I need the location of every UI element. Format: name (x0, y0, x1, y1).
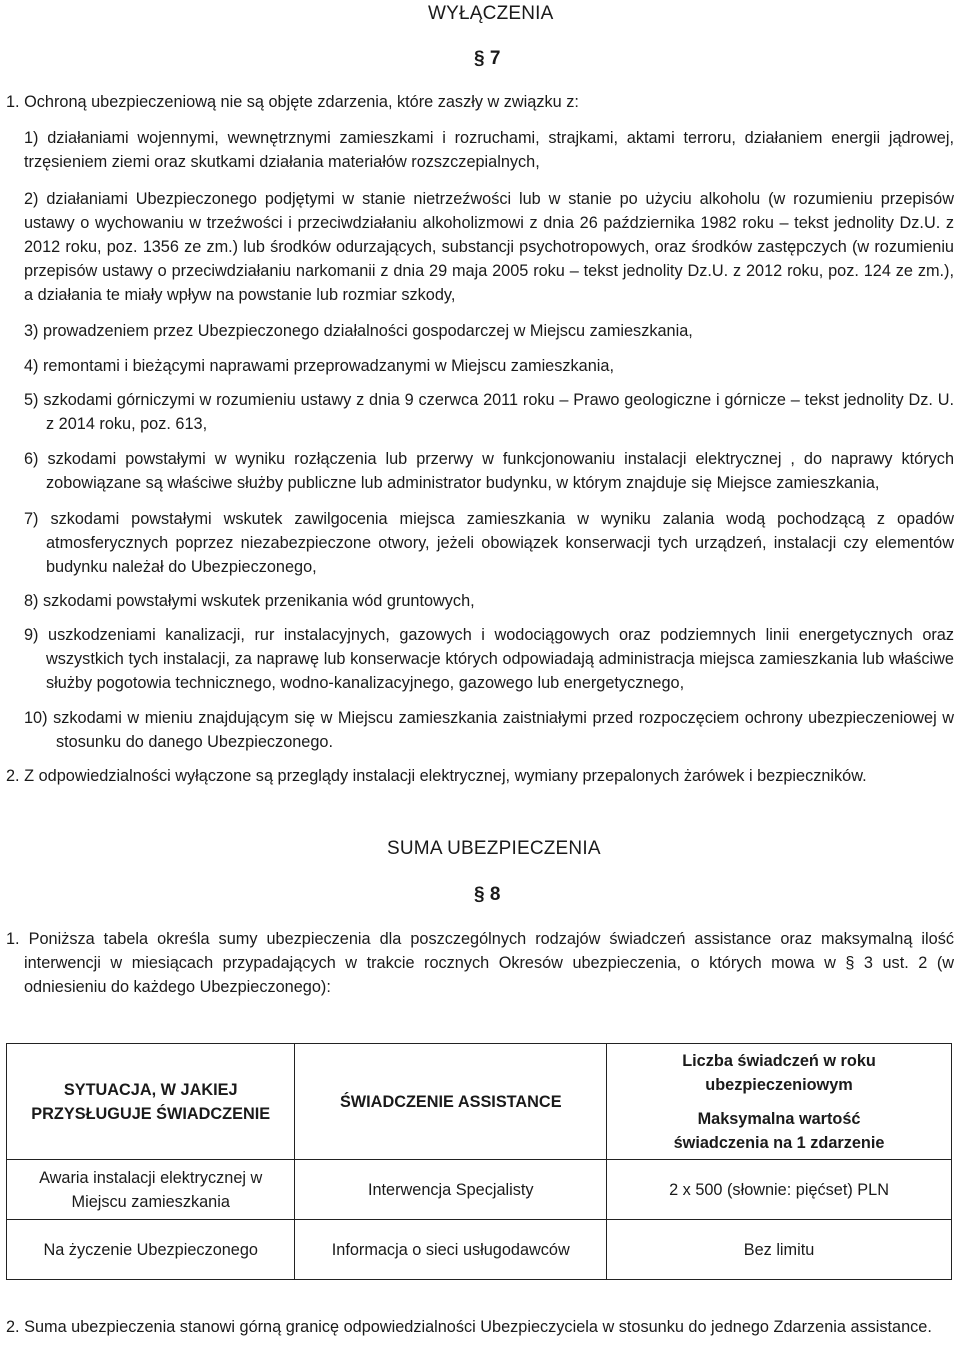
cell-limit: 2 x 500 (słownie: pięćset) PLN (607, 1160, 952, 1220)
cell-situation: Na życzenie Ubezpieczonego (7, 1220, 295, 1280)
sum-point-2 (6, 1315, 954, 1339)
cell-limit: Bez limitu (607, 1220, 952, 1280)
point-text: Suma ubezpieczenia stanowi górną granicę odpowiedzialności Ubezpieczyciela w stosunku do jednego Zdarzenia assistance. (24, 1318, 932, 1336)
cell-service: Informacja o sieci usługodawców (295, 1220, 607, 1280)
exclusion-item-9 (24, 623, 954, 695)
paragraph-number: 7 (489, 48, 501, 69)
header-situation: SYTUACJA, W JAKIEJ PRZYSŁUGUJE ŚWIADCZENIE (7, 1044, 295, 1160)
item-text: szkodami w mieniu znajdującym się w Miejscu zamieszkania zaistniałymi przed rozpoczęciem ochrony ubezpieczeniowej w stosunku do danego Ubezpieczonego. (53, 709, 954, 751)
cell-situation: Awaria instalacji elektrycznej w Miejscu zamieszkania (7, 1160, 295, 1220)
point-number: 2. (6, 1318, 20, 1336)
point-text: Poniższa tabela określa sumy ubezpieczenia dla poszczególnych rodzajów świadczeń assistance oraz maksymalną ilość interwencji w miesiącach przypadających w trakcie rocznych Okresów ubezpieczenia, o których mowa w § 3 ust. 2 (w odniesieniu do każdego Ubezpieczonego): (24, 930, 954, 996)
item-text: remontami i bieżącymi naprawami przeprowadzanymi w Miejscu zamieszkania, (43, 357, 614, 375)
header-limit-value: Maksymalna wartość świadczenia na 1 zdarzenie (673, 1109, 885, 1152)
item-text: szkodami powstałymi w wyniku rozłączenia lub przerwy w funkcjonowaniu instalacji elektrycznej , do naprawy których zobowiązane są właściwe służby publiczne lub administrator budynku, w którym znajduje się Miejsce zamieszkania, (46, 450, 954, 492)
table-row (7, 1220, 952, 1280)
paragraph-sign-8: § 8 (474, 884, 501, 905)
item-text: działaniami wojennymi, wewnętrznymi zamieszkami i rozruchami, strajkami, aktami terroru, działaniem energii jądrowej, trzęsieniem ziemi oraz skutkami działania materiałów rozszczepialnych, (24, 129, 954, 171)
point-text: Z odpowiedzialności wyłączone są przeglądy instalacji elektrycznej, wymiany przepalonych żarówek i bezpieczników. (24, 767, 867, 785)
item-text: prowadzeniem przez Ubezpieczonego działalności gospodarczej w Miejscu zamieszkania, (43, 322, 693, 340)
section-title-sum: SUMA UBEZPIECZENIA (387, 838, 601, 859)
exclusions-point-1-intro (6, 90, 579, 114)
section-title-exclusions: WYŁĄCZENIA (428, 3, 554, 24)
exclusion-item-4 (24, 354, 954, 378)
exclusion-item-3 (24, 319, 954, 343)
item-label: 3) (24, 322, 39, 340)
item-text: szkodami górniczymi w rozumieniu ustawy z dnia 9 czerwca 2011 roku – Prawo geologiczne i górnicze – tekst jednolity Dz. U. z 2014 roku, poz. 613, (43, 391, 954, 433)
point-number: 2. (6, 767, 20, 785)
item-label: 8) (24, 592, 39, 610)
item-text: działaniami Ubezpieczonego podjętymi w stanie nietrzeźwości lub w stanie po użyciu alkoholu (w rozumieniu przepisów ustawy o wychowaniu w trzeźwości i przeciwdziałaniu alkoholizmowi z dnia 26 października 1982 roku – tekst jednolity Dz.U. z 2012 roku, poz. 1356 ze zm.) lub środków odurzających, substancji psychotropowych, oraz środków zastępczych (w rozumieniu przepisów ustawy o przeciwdziałaniu narkomanii z dnia 29 maja 2005 roku – tekst jednolity Dz.U. z 2012 roku, poz. 124 ze zm.), a działania te miały wpływ na powstanie lub rozmiar szkody, (24, 190, 954, 304)
header-limit (607, 1044, 952, 1160)
item-label: 10) (24, 709, 48, 727)
item-label: 5) (24, 391, 39, 409)
item-label: 2) (24, 190, 39, 208)
exclusion-item-2 (24, 187, 954, 307)
paragraph-sign-7: § 7 (474, 48, 501, 69)
table-header-row (7, 1044, 952, 1160)
exclusion-item-8 (24, 589, 954, 613)
cell-service: Interwencja Specjalisty (295, 1160, 607, 1220)
header-service: ŚWIADCZENIE ASSISTANCE (295, 1044, 607, 1160)
point-number: 1. (6, 93, 20, 111)
exclusion-item-7 (24, 507, 954, 579)
item-label: 9) (24, 626, 39, 644)
exclusion-item-6 (24, 447, 954, 495)
item-label: 6) (24, 450, 39, 468)
item-text: szkodami powstałymi wskutek przenikania wód gruntowych, (43, 592, 475, 610)
sum-point-1 (6, 927, 954, 999)
table-row (7, 1160, 952, 1220)
item-label: 1) (24, 129, 39, 147)
paragraph-number: 8 (489, 884, 501, 905)
point-text: Ochroną ubezpieczeniową nie są objęte zdarzenia, które zaszły w związku z: (24, 93, 579, 111)
exclusion-item-5 (24, 388, 954, 436)
exclusion-item-10 (24, 706, 954, 754)
item-label: 7) (24, 510, 39, 528)
item-label: 4) (24, 357, 39, 375)
item-text: szkodami powstałymi wskutek zawilgocenia miejsca zamieszkania w wyniku zalania wodą pochodzącą z opadów atmosferycznych poprzez niezabezpieczone otwory, jeżeli obowiązek konserwacji tych urządzeń, instalacji czy elementów budynku należał do Ubezpieczonego, (46, 510, 954, 576)
point-number: 1. (6, 930, 20, 948)
item-text: uszkodzeniami kanalizacji, rur instalacyjnych, gazowych i wodociągowych oraz podziemnych linii energetycznych oraz wszystkich tych instalacji, za naprawę lub konserwacje których odpowiadają administracja miejsca zamieszkania lub właściwe służby pogotowia technicznego, wodno-kanalizacyjnego, gazowego lub energetycznego, (46, 626, 955, 692)
exclusions-point-2 (6, 764, 867, 788)
benefits-table (6, 1043, 952, 1280)
header-limit-count: Liczba świadczeń w roku ubezpieczeniowym (682, 1051, 876, 1094)
exclusion-item-1 (24, 126, 954, 174)
